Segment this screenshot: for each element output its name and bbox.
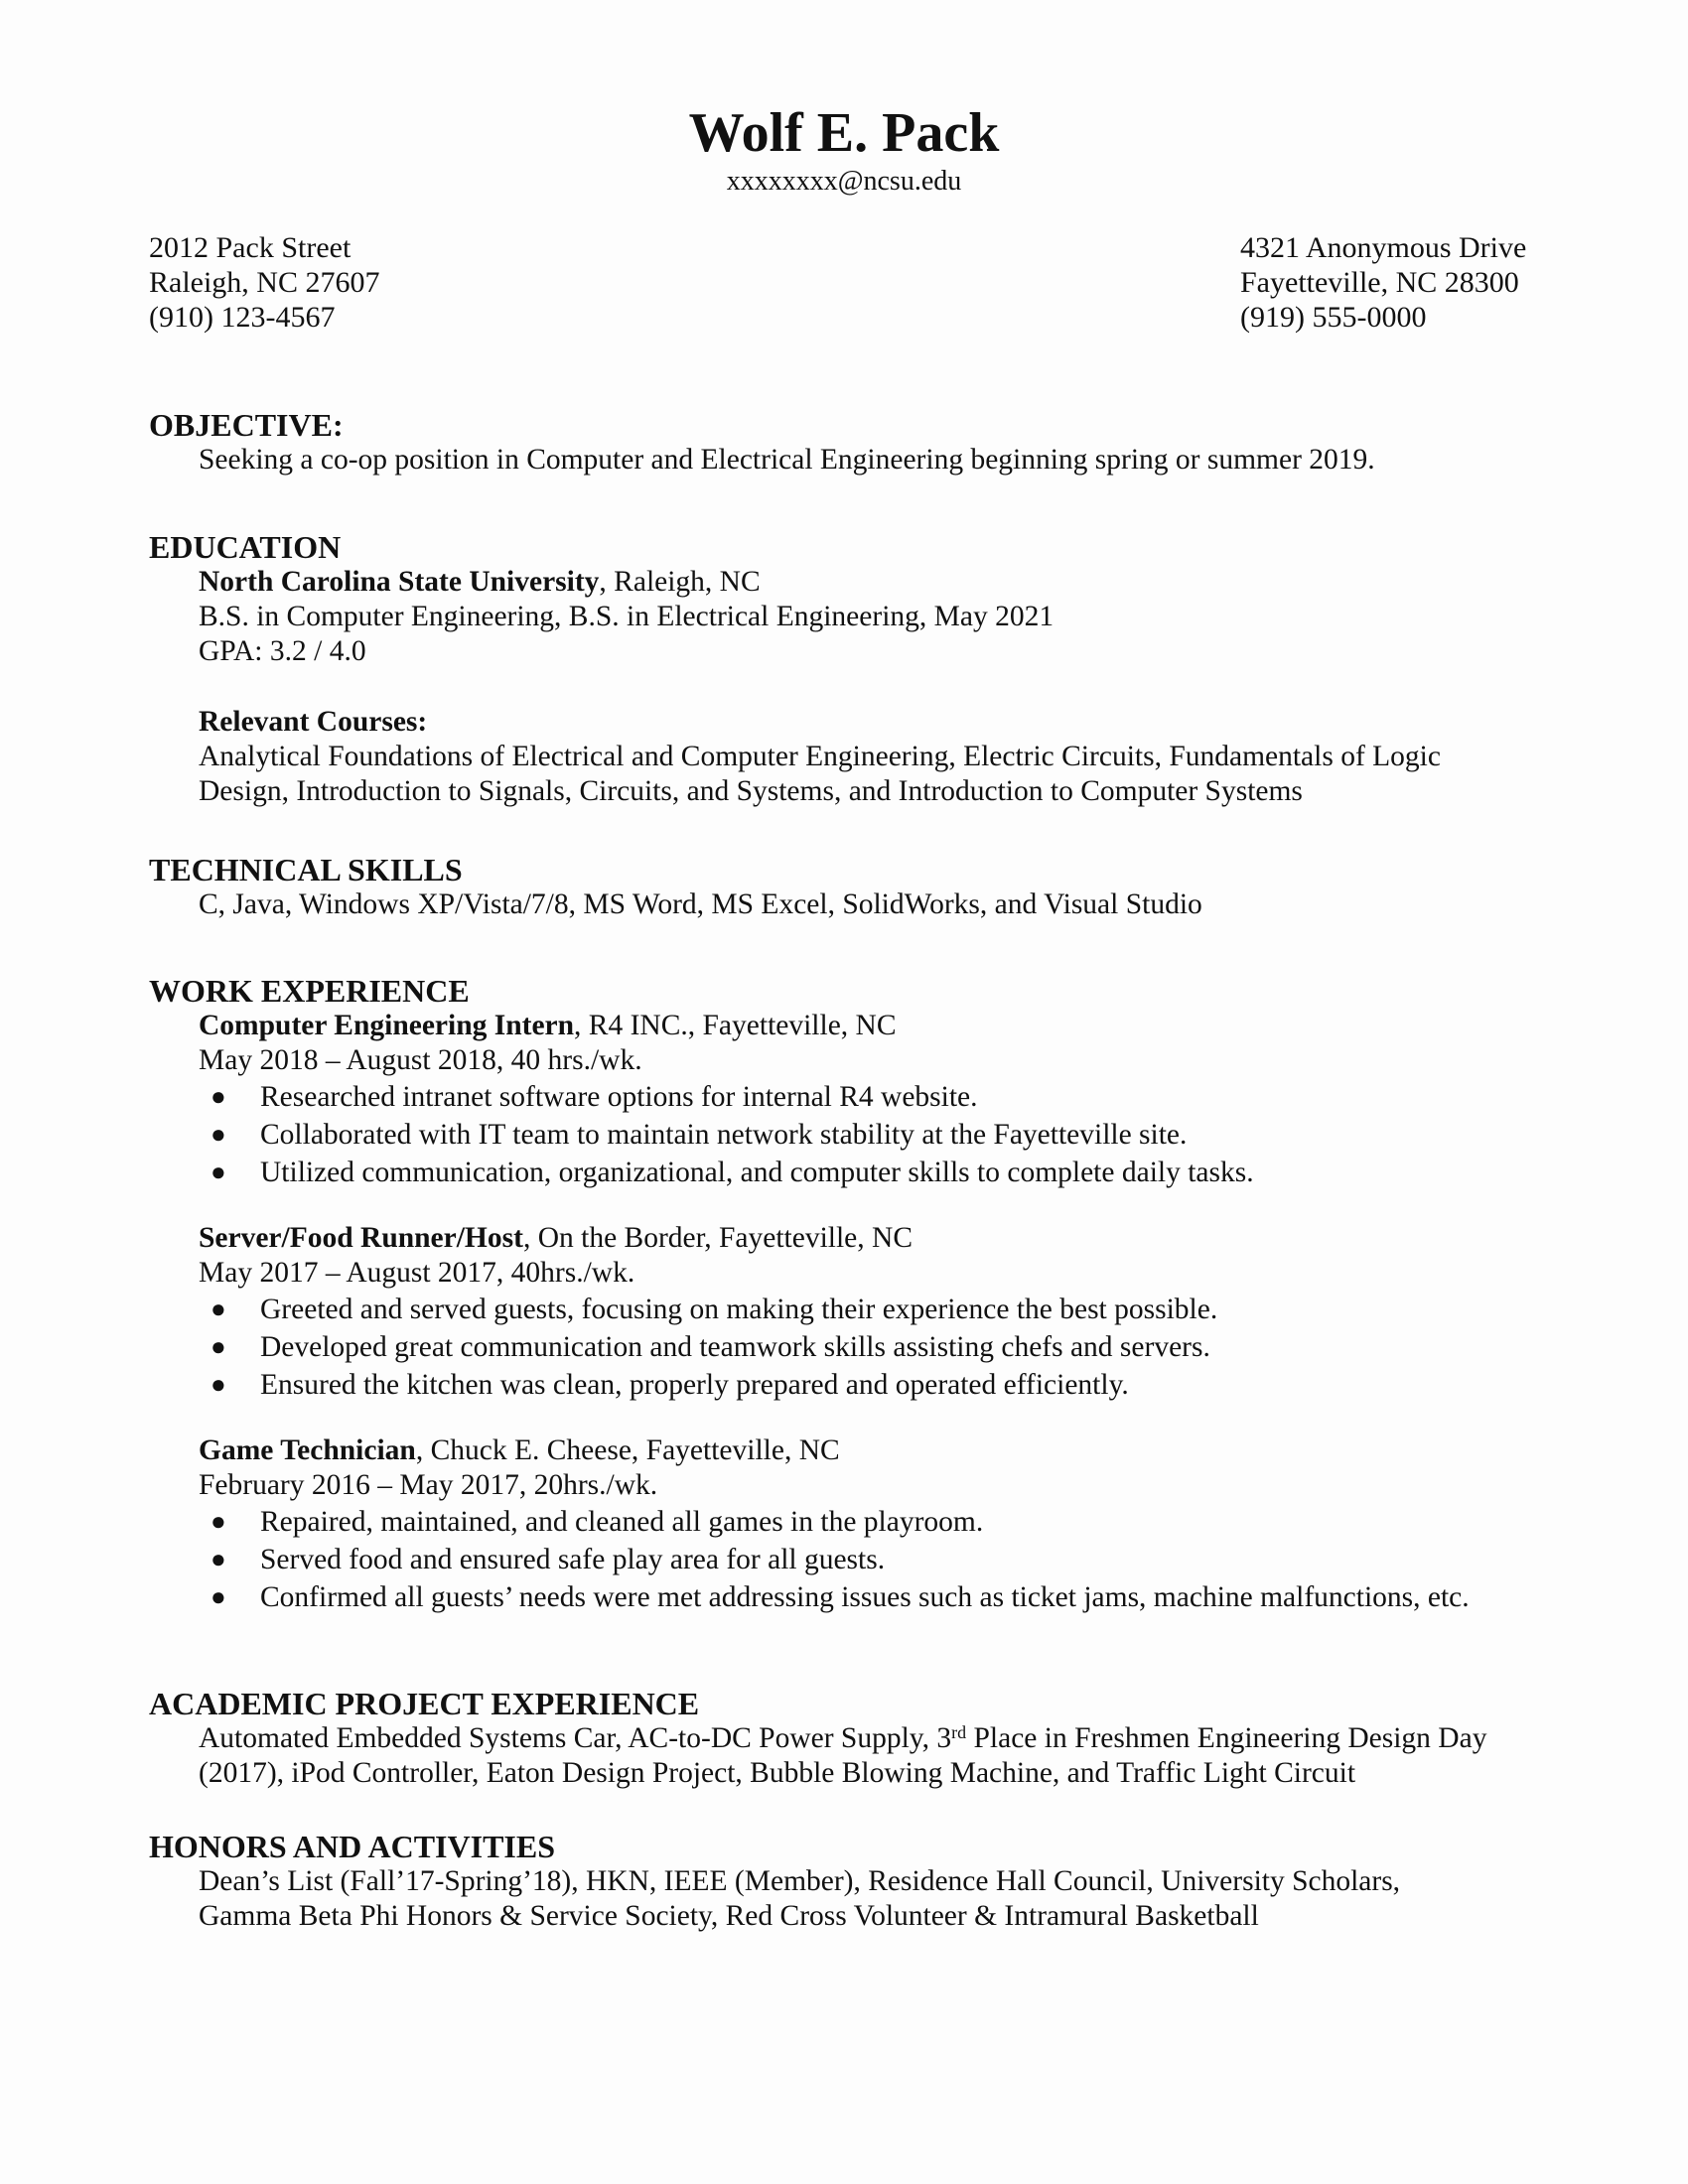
bullet-icon: ● [211,1545,226,1573]
email-address: xxxxxxxx@ncsu.edu [726,166,962,197]
ordinal-suffix: rd [951,1722,967,1742]
honors-line: Gamma Beta Phi Honors & Service Society, Red Cross Volunteer & Intramural Basketball [199,1900,1259,1932]
address-right-line: Fayetteville, NC 28300 [1240,266,1519,299]
objective-text: Seeking a co-op position in Computer and Electrical Engineering beginning spring or summer 2019. [199,444,1375,476]
address-left-line: Raleigh, NC 27607 [149,266,380,299]
gpa-line: GPA: 3.2 / 4.0 [199,635,366,667]
candidate-name: Wolf E. Pack [688,102,1000,164]
degree-line: B.S. in Computer Engineering, B.S. in Electrical Engineering, May 2021 [199,601,1055,632]
job-dates: February 2016 – May 2017, 20hrs./wk. [199,1469,658,1501]
job-bullet: ● Utilized communication, organizational, and computer skills to complete daily tasks. [149,1154,1539,1191]
address-right-line: (919) 555-0000 [1240,301,1427,334]
school-line [149,565,1539,600]
bullet-icon: ● [211,1082,226,1111]
job-bullet: ● Repaired, maintained, and cleaned all games in the playroom. [149,1503,1539,1541]
job-title-line [149,1221,1539,1256]
job-employer: , R4 INC., Fayetteville, NC [574,1010,897,1041]
work-heading: WORK EXPERIENCE [149,973,470,1009]
job-bullets [149,1503,1539,1616]
courses-line: Design, Introduction to Signals, Circuits, and Systems, and Introduction to Computer Systems [199,775,1303,807]
job-employer: , On the Border, Fayetteville, NC [522,1222,914,1254]
honors-heading: HONORS AND ACTIVITIES [149,1829,555,1864]
skills-section [149,852,1539,922]
job-bullet: ● Collaborated with IT team to maintain network stability at the Fayetteville site. [149,1116,1539,1154]
projects-heading: ACADEMIC PROJECT EXPERIENCE [149,1686,700,1721]
job-bullet: ● Greeted and served guests, focusing on making their experience the best possible. [149,1291,1539,1328]
projects-line: (2017), iPod Controller, Eaton Design Project, Bubble Blowing Machine, and Traffic Light Circuit [199,1757,1356,1789]
objective-heading: OBJECTIVE: [149,407,344,443]
objective-section [149,407,1539,478]
job-title-line [149,1433,1539,1468]
job-bullet: ● Ensured the kitchen was clean, properly prepared and operated efficiently. [149,1366,1539,1404]
address-left-line: 2012 Pack Street [149,231,352,264]
skills-heading: TECHNICAL SKILLS [149,852,463,887]
bullet-icon: ● [211,1120,226,1149]
job-title: Computer Engineering Intern [199,1010,575,1041]
work-section [149,973,1539,1616]
job-entry [149,1009,1539,1191]
courses-heading: Relevant Courses: [199,706,428,738]
honors-section [149,1829,1539,1934]
skills-text: C, Java, Windows XP/Vista/7/8, MS Word, MS Excel, SolidWorks, and Visual Studio [199,888,1202,920]
courses-line: Analytical Foundations of Electrical and Computer Engineering, Electric Circuits, Fundamentals of Logic [199,741,1441,772]
projects-line: Automated Embedded Systems Car, AC-to-DC Power Supply, 3rd Place in Freshmen Engineering Design Day [199,1722,1487,1754]
job-entry [149,1433,1539,1616]
bullet-icon: ● [211,1295,226,1323]
address-left [149,230,380,335]
bullet-icon: ● [211,1332,226,1361]
address-right [1240,230,1526,335]
bullet-icon: ● [211,1158,226,1186]
education-section [149,529,1539,809]
job-title-line [149,1009,1539,1043]
projects-section [149,1686,1539,1791]
job-dates: May 2018 – August 2018, 40 hrs./wk. [199,1044,642,1076]
job-bullet: ● Confirmed all guests’ needs were met addressing issues such as ticket jams, machine malfunctions, etc. [149,1578,1539,1616]
job-bullets [149,1291,1539,1404]
school-location: , Raleigh, NC [599,566,761,598]
job-bullet: ● Researched intranet software options for internal R4 website. [149,1078,1539,1116]
job-employer: , Chuck E. Cheese, Fayetteville, NC [415,1434,840,1466]
school-name: North Carolina State University [199,566,600,598]
job-title: Game Technician [199,1434,416,1466]
address-right-line: 4321 Anonymous Drive [1240,231,1527,264]
job-entry [149,1221,1539,1404]
bullet-icon: ● [211,1582,226,1611]
bullet-icon: ● [211,1507,226,1536]
bullet-icon: ● [211,1370,226,1399]
job-bullet: ● Developed great communication and teamwork skills assisting chefs and servers. [149,1328,1539,1366]
honors-line: Dean’s List (Fall’17-Spring’18), HKN, IEEE (Member), Residence Hall Council, University Scholars, [199,1865,1401,1897]
job-dates: May 2017 – August 2017, 40hrs./wk. [199,1257,635,1289]
education-heading: EDUCATION [149,529,342,565]
job-bullets [149,1078,1539,1191]
address-left-line: (910) 123-4567 [149,301,336,334]
job-title: Server/Food Runner/Host [199,1222,523,1254]
job-bullet: ● Served food and ensured safe play area for all guests. [149,1541,1539,1578]
resume-page [149,0,1539,2184]
